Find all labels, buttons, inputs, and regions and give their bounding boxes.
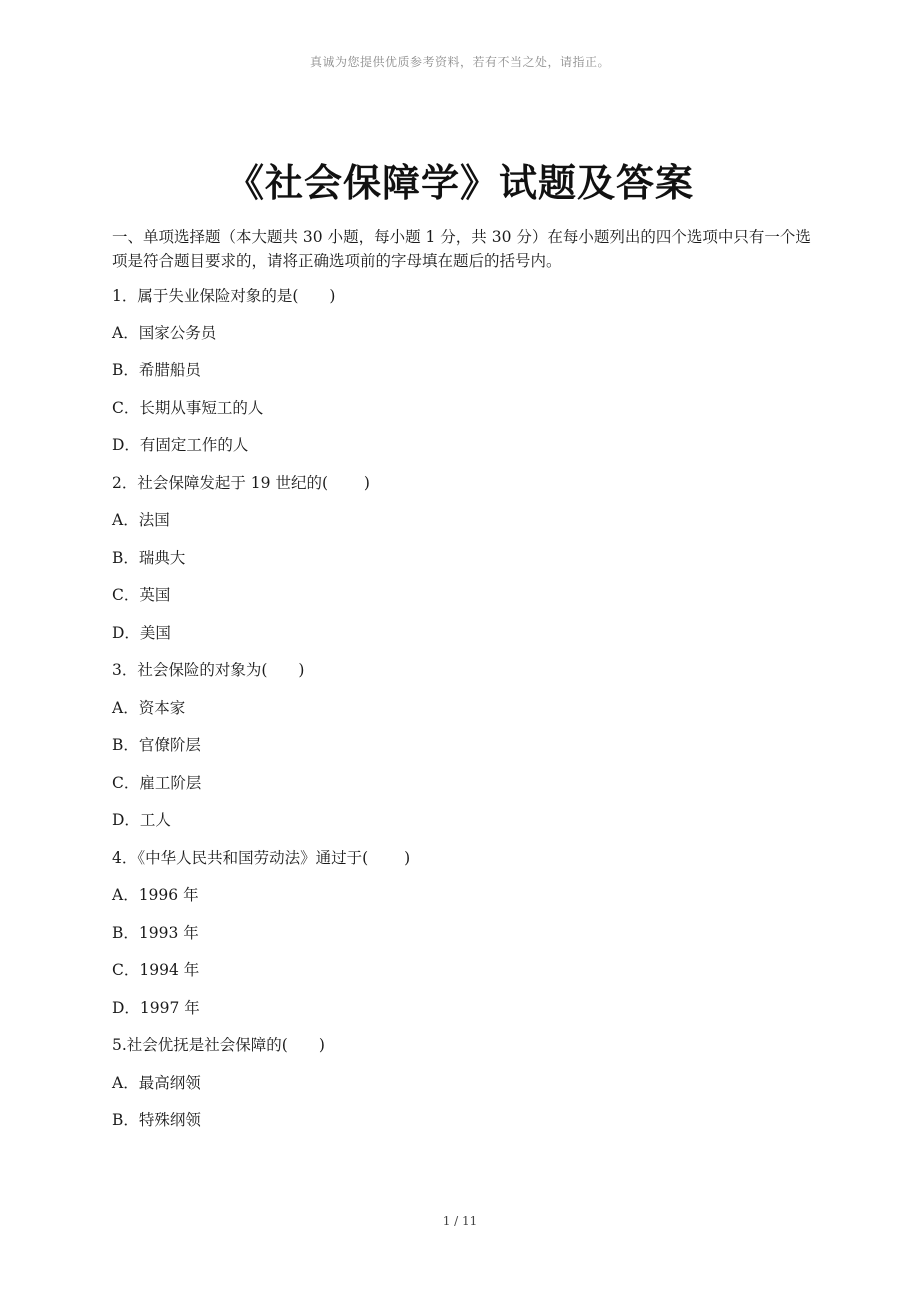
option-5-b: B．特殊纲领	[112, 1111, 201, 1129]
option-2-b: B．瑞典大	[112, 549, 186, 567]
question-5: 5.社会优抚是社会保障的( )	[112, 1036, 325, 1054]
option-4-c: C．1994 年	[112, 961, 200, 979]
question-4: 4．《中华人民共和国劳动法》通过于( )	[112, 849, 411, 867]
section-intro: 一、单项选择题（本大题共 30 小题，每小题 1 分，共 30 分）在每小题列出的四个选项中只有一个选项是符合题目要求的，请将正确选项前的字母填在题后的括号内。	[112, 228, 811, 270]
question-3: 3．社会保险的对象为( )	[112, 661, 305, 679]
option-2-a: A．法国	[112, 511, 170, 529]
option-1-b: B．希腊船员	[112, 361, 201, 379]
option-1-a: A．国家公务员	[112, 324, 217, 342]
option-2-d: D．美国	[112, 624, 171, 642]
option-5-a: A．最高纲领	[112, 1074, 201, 1092]
option-4-a: A．1996 年	[112, 886, 199, 904]
question-2: 2．社会保障发起于 19 世纪的( )	[112, 474, 370, 492]
option-4-d: D．1997 年	[112, 999, 200, 1017]
option-3-c: C．雇工阶层	[112, 774, 202, 792]
option-2-c: C．英国	[112, 586, 171, 604]
document-title: 《社会保障学》试题及答案	[225, 161, 694, 205]
question-1: 1．属于失业保险对象的是( )	[112, 287, 336, 305]
option-3-b: B．官僚阶层	[112, 736, 201, 754]
option-1-d: D．有固定工作的人	[112, 436, 249, 454]
option-3-a: A．资本家	[112, 699, 186, 717]
header-note: 真诚为您提供优质参考资料，若有不当之处，请指正。	[309, 55, 610, 69]
option-1-c: C．长期从事短工的人	[112, 399, 264, 417]
option-3-d: D．工人	[112, 811, 171, 829]
option-4-b: B．1993 年	[112, 924, 199, 942]
page-number: 1 / 11	[442, 1214, 478, 1228]
